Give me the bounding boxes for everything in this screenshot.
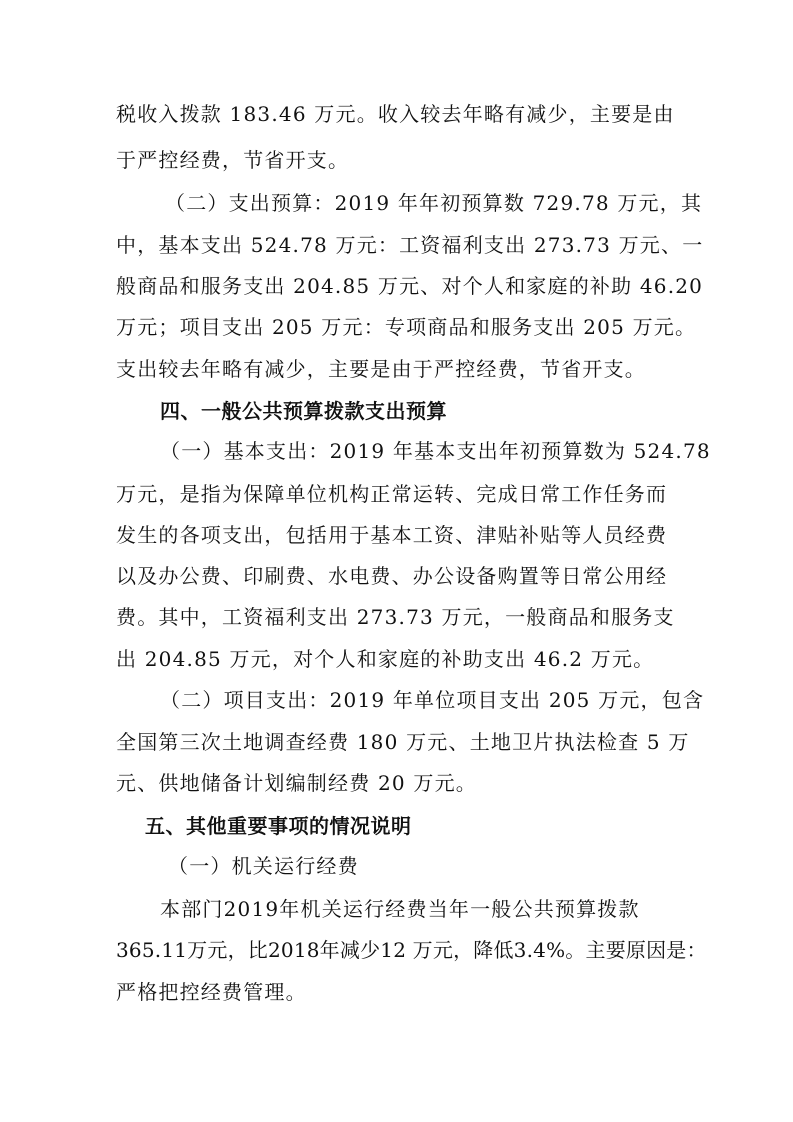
text-line: 税收入拨款 183.46 万元。收入较去年略有减少，主要是由 [116, 102, 675, 126]
text-line: （二）支出预算：2019 年年初预算数 729.78 万元，其 [165, 191, 703, 215]
section-heading: 五、其他重要事项的情况说明 [145, 814, 412, 838]
text-line: 万元；项目支出 205 万元：专项商品和服务支出 205 万元。 [116, 315, 697, 339]
text-line: 严格把控经费管理。 [116, 980, 307, 1004]
text-line: 以及办公费、印刷费、水电费、办公设备购置等日常公用经 [116, 564, 668, 588]
text-line: 本部门2019年机关运行经费当年一般公共预算拨款 [160, 897, 640, 921]
text-line: （一）基本支出：2019 年基本支出年初预算数为 524.78 [160, 439, 711, 463]
text-line: 费。其中，工资福利支出 273.73 万元，一般商品和服务支 [116, 605, 675, 629]
subsection-heading: （一）机关运行经费 [168, 854, 359, 878]
text-line: 365.11万元，比2018年减少12 万元，降低3.4%。主要原因是： [116, 938, 707, 962]
text-line: 元、供地储备计划编制经费 20 万元。 [116, 771, 477, 795]
text-line: 全国第三次土地调查经费 180 万元、土地卫片执法检查 5 万 [116, 730, 690, 754]
text-line: （二）项目支出：2019 年单位项目支出 205 万元，包含 [160, 688, 705, 712]
section-heading: 四、一般公共预算拨款支出预算 [160, 399, 447, 423]
text-line: 出 204.85 万元，对个人和家庭的补助支出 46.2 万元。 [116, 647, 655, 671]
text-line: 支出较去年略有减少，主要是由于严控经费，节省开支。 [116, 357, 646, 381]
text-line: 发生的各项支出，包括用于基本工资、津贴补贴等人员经费 [116, 523, 668, 547]
text-line: 中，基本支出 524.78 万元：工资福利支出 273.73 万元、一 [116, 233, 704, 257]
text-line: 于严控经费，节省开支。 [116, 148, 350, 172]
text-line: 般商品和服务支出 204.85 万元、对个人和家庭的补助 46.20 [116, 274, 704, 298]
text-line: 万元，是指为保障单位机构正常运转、完成日常工作任务而 [116, 482, 668, 506]
